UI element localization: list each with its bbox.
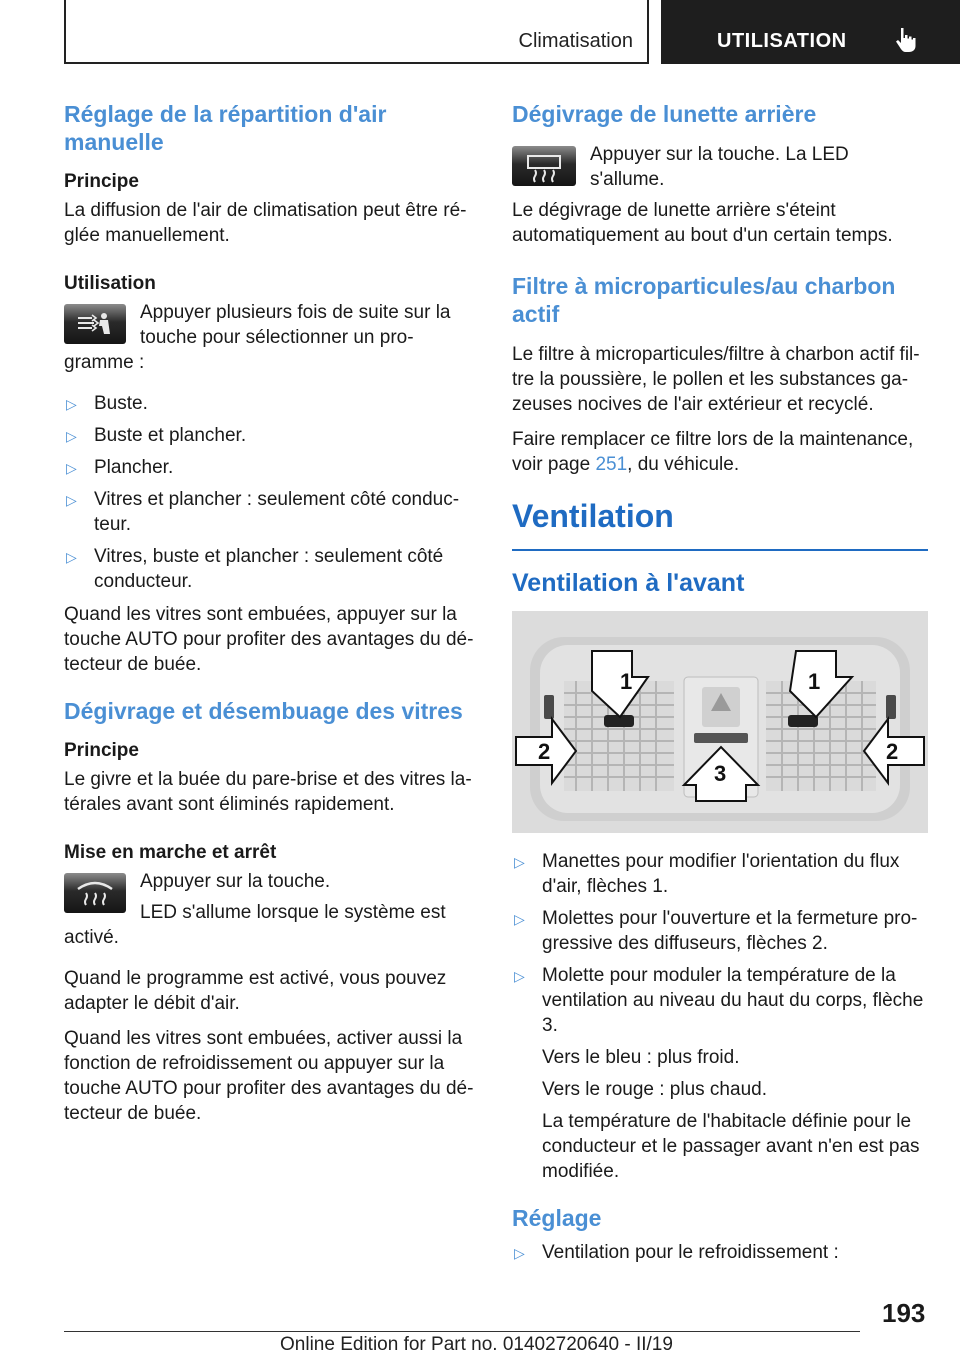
program-list xyxy=(64,391,476,594)
sub-text-note: La température de l'habitacle définie pour le conducteur et le passager avant n'en est pas modifiée. xyxy=(542,1111,920,1182)
vent-items-list xyxy=(512,849,928,1184)
defrost-principe-text: Le givre et la buée du pare-brise et des vitres latérales avant sont éliminés rapidement. xyxy=(64,769,472,815)
figure-label-1-right: 1 xyxy=(808,669,821,694)
list-item: ▷ Ventilation pour le refroidissement : xyxy=(512,1240,928,1265)
list-item: ▷ Vitres, buste et plancher : seulement côté conducteur. xyxy=(66,546,444,592)
list-item: ▷ Buste et plancher. xyxy=(64,423,476,448)
onoff-text1: Appuyer sur la touche. xyxy=(140,871,331,892)
air-distribution-row xyxy=(64,300,476,375)
triangle-bullet-icon: ▷ xyxy=(514,968,525,984)
auto-note: Quand les vitres sont embuées, appuyer sur la touche AUTO pour profiter des avantages du détecteur de buée. xyxy=(64,604,474,675)
triangle-bullet-icon: ▷ xyxy=(66,460,77,476)
reglage-list xyxy=(512,1240,928,1265)
header-chapter-box xyxy=(661,0,960,64)
defrost-title: Dégivrage et désembuage des vitres xyxy=(64,698,463,724)
triangle-bullet-icon: ▷ xyxy=(514,854,525,870)
figure-label-2-right: 2 xyxy=(886,739,899,764)
footer-edition: Online Edition for Part no. 01402720640 - II/19 xyxy=(280,1334,673,1355)
list-item: ▷ Plancher. xyxy=(64,455,476,480)
header-chapter-title: UTILISATION xyxy=(717,30,847,52)
windshield-defrost-button-icon xyxy=(64,873,126,913)
header-section-title: Climatisation xyxy=(518,30,633,52)
triangle-bullet-icon: ▷ xyxy=(66,396,77,412)
rear-defrost-row xyxy=(512,142,928,248)
list-item: ▷ Manettes pour modifier l'orientation du flux d'air, flèches 1. xyxy=(514,851,900,897)
filter-title: Filtre à microparticules/au charbon actif xyxy=(512,273,896,327)
rear-defrost-title: Dégivrage de lunette arrière xyxy=(512,101,817,127)
figure-label-3: 3 xyxy=(714,761,727,786)
defrost-row xyxy=(64,869,476,950)
front-ventilation-title: Ventilation à l'avant xyxy=(512,569,745,597)
sub-text-warm: Vers le rouge : plus chaud. xyxy=(542,1079,767,1100)
sub-text-cold: Vers le bleu : plus froid. xyxy=(542,1047,740,1068)
left-column xyxy=(64,100,476,1136)
triangle-bullet-icon: ▷ xyxy=(66,549,77,565)
utilisation-text: Appuyer plusieurs fois de suite sur la touche pour sélectionner un programme : xyxy=(64,302,451,373)
footer-divider xyxy=(64,1331,860,1332)
program-active-text: Quand le programme est activé, vous pouvez adapter le débit d'air. xyxy=(64,968,447,1014)
list-item: ▷ Molette pour moduler la température de la ventilation au niveau du haut du corps, flèche 3. Vers le bleu : plus froid. Vers le rouge : plus chaud. La température de l'habitacle définie pour le conducteur et le passager avant n'en est pas modifiée. xyxy=(512,963,928,1184)
page-link[interactable]: 251 xyxy=(595,454,628,475)
principe-heading: Principe xyxy=(64,171,139,192)
utilisation-heading: Utilisation xyxy=(64,273,156,294)
cooling-note: Quand les vitres sont embuées, activer aussi la fonction de refroidissement ou appuyer sur la touche AUTO pour profiter des avantages du détecteur de buée. xyxy=(64,1028,474,1124)
figure-label-1-left: 1 xyxy=(620,669,633,694)
triangle-bullet-icon: ▷ xyxy=(66,428,77,444)
manual-distribution-title: Réglage de la répartition d'air manuelle xyxy=(64,101,387,155)
triangle-bullet-icon: ▷ xyxy=(514,1245,525,1261)
principe-text: La diffusion de l'air de climatisation peut être réglée manuellement. xyxy=(64,200,467,246)
right-column xyxy=(512,100,928,1273)
onoff-text2: LED s'allume lorsque le système est activé. xyxy=(64,902,446,948)
rear-defrost-text1: Appuyer sur la touche. La LED s'allume. xyxy=(590,144,849,190)
list-item: ▷ Buste. xyxy=(64,391,476,416)
figure-label-2-left: 2 xyxy=(538,739,551,764)
filter-text: Le filtre à microparticules/filtre à charbon actif filtre la poussière, le pollen et les substances gazeuses nocives de l'air extérieur et recyclé. xyxy=(512,344,920,415)
onoff-heading: Mise en marche et arrêt xyxy=(64,842,277,863)
vent-illustration xyxy=(512,611,928,833)
list-item: ▷ Molettes pour l'ouverture et la fermeture progressive des diffuseurs, flèches 2. xyxy=(514,908,918,954)
triangle-bullet-icon: ▷ xyxy=(66,492,77,508)
page-number: 193 xyxy=(882,1298,926,1328)
list-item: ▷ Vitres et plancher : seulement côté conducteur. xyxy=(66,489,460,535)
reglage-title: Réglage xyxy=(512,1205,602,1231)
air-distribution-button-icon xyxy=(64,304,126,344)
filter-replace-text: Faire remplacer ce filtre lors de la maintenance, voir page 251, du véhicule. xyxy=(512,429,914,475)
rear-defrost-text2: Le dégivrage de lunette arrière s'éteint automatiquement au bout d'un certain temps. xyxy=(512,200,893,246)
pointing-hand-icon xyxy=(893,26,921,54)
rear-window-defrost-button-icon xyxy=(512,146,576,186)
section-divider xyxy=(512,549,928,551)
header-section-box xyxy=(64,0,649,64)
defrost-principe-heading: Principe xyxy=(64,740,139,761)
ventilation-title: Ventilation xyxy=(512,498,674,534)
triangle-bullet-icon: ▷ xyxy=(514,911,525,927)
